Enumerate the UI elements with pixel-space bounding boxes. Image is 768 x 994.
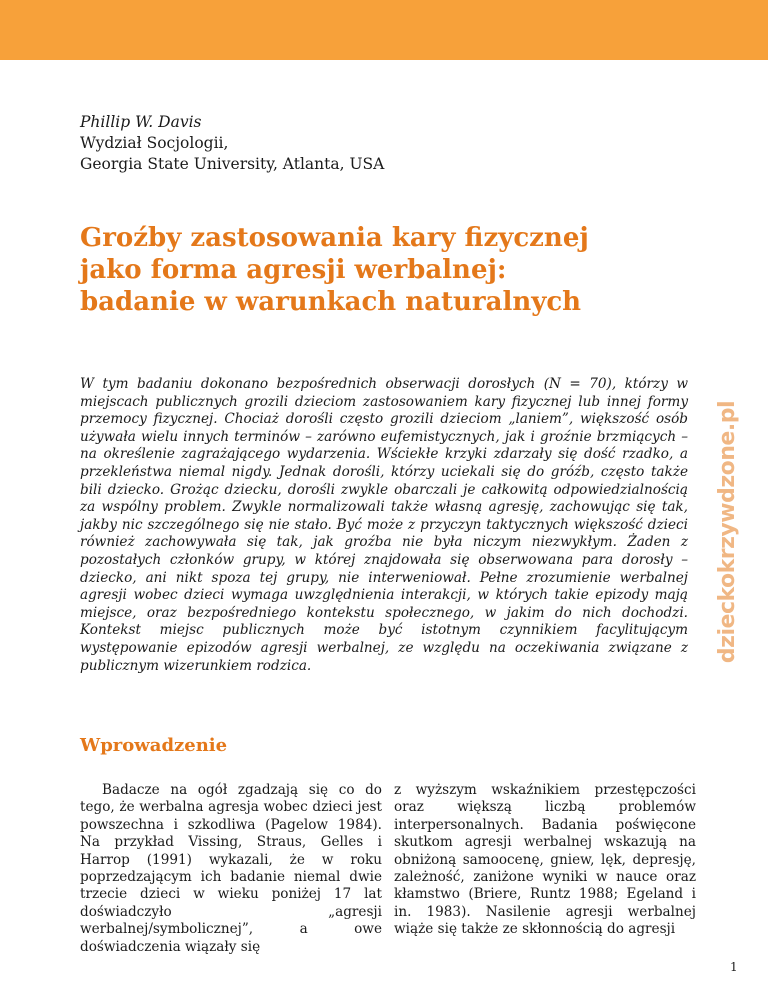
body-column-right: z wyższym wskaźnikiem przestępczości oraz większą liczbą problemów interpersonalnych. Badania poświęcone skutkom agresji werbalnej wskazują na obniżoną samoocenę, gniew, lęk, depresję, zależność, zaniżone wyniki w nauce oraz kłamstwo (Briere, Runtz 1988; Egeland i in. 1983). Nasilenie agresji werbalnej wiąże się także ze skłonnością do agresji xyxy=(394,782,696,938)
title-line-2: jako forma agresji werbalnej: xyxy=(80,255,507,285)
author-block xyxy=(80,112,384,175)
page-number: 1 xyxy=(730,960,738,974)
author-name: Phillip W. Davis xyxy=(80,113,202,131)
author-university: Georgia State University, Atlanta, USA xyxy=(80,155,385,173)
watermark-text: dzieckokrzywdzone.pl xyxy=(714,400,740,664)
section-heading: Wprowadzenie xyxy=(80,735,228,756)
article-title xyxy=(80,222,589,318)
title-line-3: badanie w warunkach naturalnych xyxy=(80,287,582,317)
body-column-left: Badacze na ogół zgadzają się co do tego, że werbalna agresja wobec dzieci jest powszechna i szkodliwa (Pagelow 1984). Na przykład Vissing, Straus, Gelles i Harrop (1991) wykazali, że w roku poprzedzającym ich badanie niemal dwie trzecie dzieci w wieku poniżej 17 lat doświadczyło „agresji werbalnej/symbolicznej”, a owe doświadczenia wiązały się xyxy=(80,782,382,955)
watermark-logo xyxy=(710,382,744,682)
top-color-bar xyxy=(0,0,768,60)
title-line-1: Groźby zastosowania kary fizycznej xyxy=(80,223,589,253)
author-department: Wydział Socjologii, xyxy=(80,134,229,152)
abstract: W tym badaniu dokonano bezpośrednich obserwacji dorosłych (N = 70), którzy w miejscach publicznych grozili dzieciom zastosowaniem kary fizycznej lub innej formy przemocy fizycznej. Chociaż dorośli często grozili dzieciom „laniem”, większość osób używała wielu innych terminów – zarówno eufemistycznych, jak i groźnie brzmiących – na określenie zagrażającego wydarzenia. Wściekłe krzyki zdarzały się dość rzadko, a przekleństwa niemal nigdy. Jednak dorośli, którzy uciekali się do gróźb, często także bili dziecko. Grożąc dziecku, dorośli zwykle obarczali je całkowitą odpowiedzialnością za wspólny problem. Zwykle normalizowali także własną agresję, zachowując się tak, jakby nic szczególnego się nie stało. Być może z przyczyn taktycznych większość dzieci również zachowywała się tak, jak groźba nie była niczym niezwykłym. Żaden z pozostałych członków grupy, w której znajdowała się obserwowana para dorosły – dziecko, ani nikt spoza tej grupy, nie interweniował. Pełne zrozumienie werbalnej agresji wobec dzieci wymaga uwzględnienia interakcji, w których takie epizody mają miejsce, oraz bezpośredniego kontekstu społecznego, w jakim do nich dochodzi. Kontekst miejsc publicznych może być istotnym czynnikiem facylitującym występowanie epizodów agresji werbalnej, ze względu na oczekiwania związane z publicznym wizerunkiem rodzica. xyxy=(80,376,688,674)
